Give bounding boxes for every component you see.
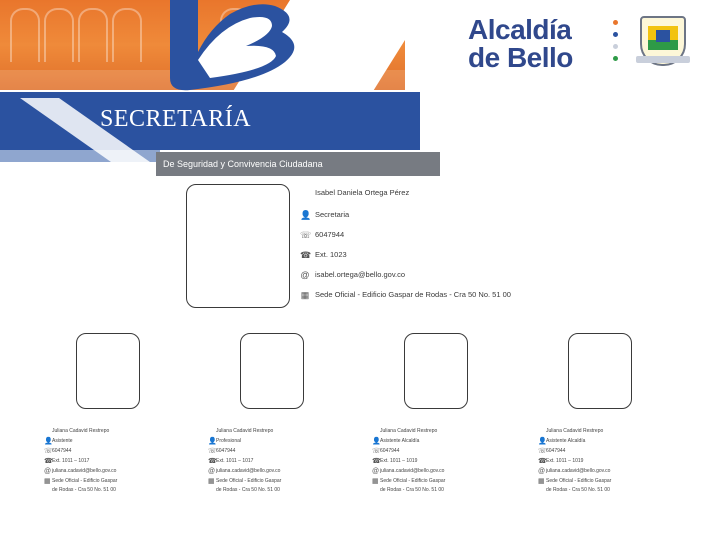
staff-photo-4 xyxy=(568,333,632,409)
extension-icon: ☎ xyxy=(208,458,217,465)
person-icon: 👤 xyxy=(300,210,312,220)
extension-icon: ☎ xyxy=(372,458,381,465)
staff-role: Asistente Alcaldía xyxy=(380,438,420,444)
staff-role: Asistente xyxy=(52,438,73,444)
staff-email[interactable]: juliana.cadavid@bello.gov.co xyxy=(216,468,281,474)
phone-icon: ☏ xyxy=(300,230,312,240)
logo-text-line2: de Bello xyxy=(468,42,573,73)
person-icon: 👤 xyxy=(208,438,217,445)
phone-icon: ☏ xyxy=(208,448,217,455)
staff-phone: 6047944 xyxy=(546,448,566,454)
person-icon: 👤 xyxy=(538,438,547,445)
phone-icon: ☏ xyxy=(538,448,547,455)
staff-photo-2 xyxy=(240,333,304,409)
extension-icon: ☎ xyxy=(44,458,53,465)
staff-address-line2: de Rodas - Cra 50 No. 51 00 xyxy=(380,487,444,493)
staff-name: Juliana Cadavid Restrepo xyxy=(380,428,438,434)
head-official-role: Secretaria xyxy=(315,210,350,219)
staff-extension: Ext. 1011 – 1017 xyxy=(52,458,90,464)
staff-address-line2: de Rodas - Cra 50 No. 51 00 xyxy=(546,487,610,493)
building-icon: ▦ xyxy=(300,290,310,300)
staff-phone: 6047944 xyxy=(380,448,400,454)
phone-icon: ☏ xyxy=(372,448,381,455)
head-official-address: Sede Oficial - Edificio Gaspar de Rodas - Cra 50 No. 51 00 xyxy=(315,290,511,299)
staff-extension: Ext. 1011 – 1019 xyxy=(380,458,418,464)
coat-of-arms-icon xyxy=(640,16,686,66)
logo-text-line1: Alcaldía xyxy=(468,14,572,45)
staff-email[interactable]: juliana.cadavid@bello.gov.co xyxy=(546,468,611,474)
staff-name: Juliana Cadavid Restrepo xyxy=(216,428,274,434)
staff-phone: 6047944 xyxy=(52,448,72,454)
head-official-name: Isabel Daniela Ortega Pérez xyxy=(315,188,410,197)
email-icon: @ xyxy=(538,468,546,475)
staff-extension: Ext. 1011 – 1017 xyxy=(216,458,254,464)
email-icon: @ xyxy=(44,468,52,475)
section-subtitle: De Seguridad y Convivencia Ciudadana xyxy=(156,152,440,176)
staff-address-line1: Sede Oficial - Edificio Gaspar xyxy=(546,478,612,484)
b-logo-mark xyxy=(150,0,310,95)
staff-address-line1: Sede Oficial - Edificio Gaspar xyxy=(52,478,118,484)
staff-photo-1 xyxy=(76,333,140,409)
phone-icon: ☏ xyxy=(44,448,53,455)
staff-photo-3 xyxy=(404,333,468,409)
email-icon: @ xyxy=(208,468,216,475)
section-title: SECRETARÍA xyxy=(100,106,252,132)
staff-name: Juliana Cadavid Restrepo xyxy=(52,428,110,434)
head-official-phone: 6047944 xyxy=(315,230,345,239)
staff-extension: Ext. 1011 – 1019 xyxy=(546,458,584,464)
staff-name: Juliana Cadavid Restrepo xyxy=(546,428,604,434)
extension-icon: ☎ xyxy=(538,458,547,465)
staff-address-line2: de Rodas - Cra 50 No. 51 00 xyxy=(52,487,116,493)
staff-role: Asistente Alcaldía xyxy=(546,438,586,444)
head-official-email[interactable]: isabel.ortega@bello.gov.co xyxy=(315,270,406,279)
email-icon: @ xyxy=(372,468,380,475)
person-icon: 👤 xyxy=(372,438,381,445)
head-official-extension: Ext. 1023 xyxy=(315,250,347,259)
building-icon: ▦ xyxy=(208,478,215,485)
staff-address-line1: Sede Oficial - Edificio Gaspar xyxy=(380,478,446,484)
building-icon: ▦ xyxy=(538,478,545,485)
staff-email[interactable]: juliana.cadavid@bello.gov.co xyxy=(52,468,117,474)
staff-role: Profesional xyxy=(216,438,242,444)
building-icon: ▦ xyxy=(44,478,51,485)
building-icon: ▦ xyxy=(372,478,379,485)
extension-icon: ☎ xyxy=(300,250,312,260)
email-icon: @ xyxy=(300,270,310,280)
head-official-photo xyxy=(186,184,290,308)
staff-email[interactable]: juliana.cadavid@bello.gov.co xyxy=(380,468,445,474)
person-icon: 👤 xyxy=(44,438,53,445)
staff-address-line1: Sede Oficial - Edificio Gaspar xyxy=(216,478,282,484)
logo-dots-decoration xyxy=(613,20,619,68)
staff-phone: 6047944 xyxy=(216,448,236,454)
staff-address-line2: de Rodas - Cra 50 No. 51 00 xyxy=(216,487,280,493)
